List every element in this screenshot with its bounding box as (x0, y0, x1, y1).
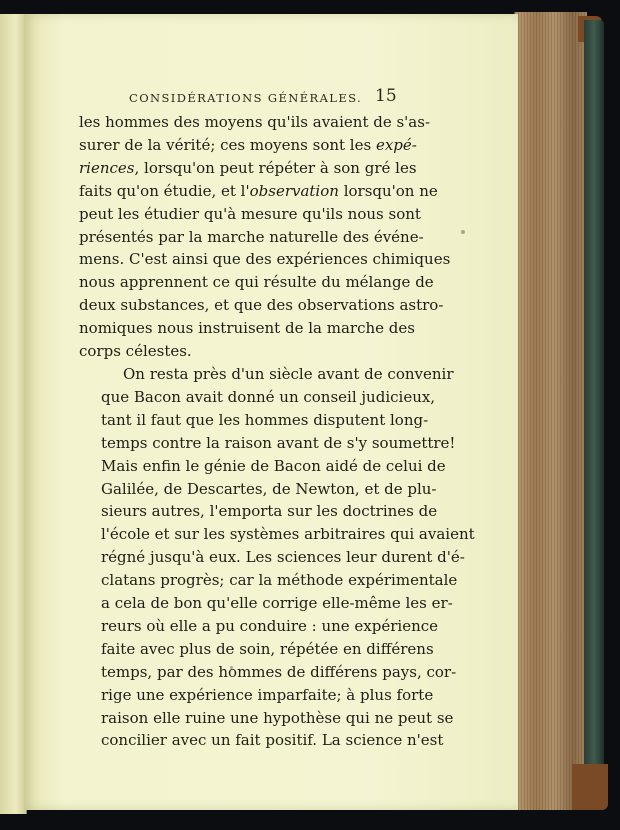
paragraph (79, 363, 475, 752)
text-line: mens. C'est ainsi que des expériences chimiques (79, 250, 451, 269)
text-line: nomiques nous instruisent de la marche des (79, 319, 415, 338)
text-line: sieurs autres, l'emporta sur les doctrines de (101, 502, 438, 521)
text-line: rige une expérience imparfaite; à plus forte (101, 685, 434, 704)
facing-page-edge (0, 14, 27, 814)
page-spot (461, 230, 465, 234)
paragraph (79, 111, 451, 363)
text-line: présentés par la marche naturelle des événe- (79, 227, 424, 246)
text-line: concilier avec un fait positif. La science n'est (101, 731, 444, 750)
text-line: tant il faut que les hommes disputent long- (101, 410, 429, 429)
text-line: que Bacon avait donné un conseil judicieux, (101, 387, 436, 406)
page-number: 15 (375, 86, 397, 106)
text-line: les hommes des moyens qu'ils avaient de s'as- (79, 113, 431, 131)
text-line: corps célestes. (79, 342, 192, 361)
text-line: faits qu'on étudie, et l'observation lorsqu'on ne (79, 181, 438, 200)
cover-corner-bottom (572, 764, 608, 810)
page-block-edge (514, 12, 587, 810)
text-line: nous apprennent ce qui résulte du mélange de (79, 273, 434, 292)
text-line: raison elle ruine une hypothèse qui ne peut se (101, 708, 454, 727)
text-line: Galilée, de Descartes, de Newton, et de plu- (101, 479, 437, 498)
text-line: On resta près d'un siècle avant de convenir (123, 364, 454, 383)
text-line: reurs où elle a pu conduire : une expérience (101, 616, 439, 635)
text-line: faite avec plus de soin, répétée en différens (101, 639, 434, 658)
text-line: riences, lorsqu'on peut répéter à son gré les (79, 158, 417, 177)
text-line: régné jusqu'à eux. Les sciences leur durent d'é- (101, 548, 465, 567)
text-line: deux substances, et que des observations astro- (79, 296, 444, 315)
text-line: a cela de bon qu'elle corrige elle-même les er- (101, 594, 453, 613)
book-cover (584, 20, 604, 800)
text-line: l'école et sur les systèmes arbitraires qui avaient (101, 525, 475, 544)
text-line: temps, par des hommes de différens pays, cor- (101, 662, 457, 681)
text-line: temps contre la raison avant de s'y soumettre! (101, 433, 456, 452)
text-line: clatans progrès; car la méthode expérimentale (101, 571, 458, 590)
text-line: Mais enfin le génie de Bacon aidé de celui de (101, 456, 446, 475)
body-text (79, 111, 475, 752)
running-title: CONSIDÉRATIONS GÉNÉRALES. (129, 91, 363, 105)
text-line: peut les étudier qu'à mesure qu'ils nous sont (79, 204, 421, 223)
text-line: surer de la vérité; ces moyens sont les expé- (79, 135, 417, 154)
